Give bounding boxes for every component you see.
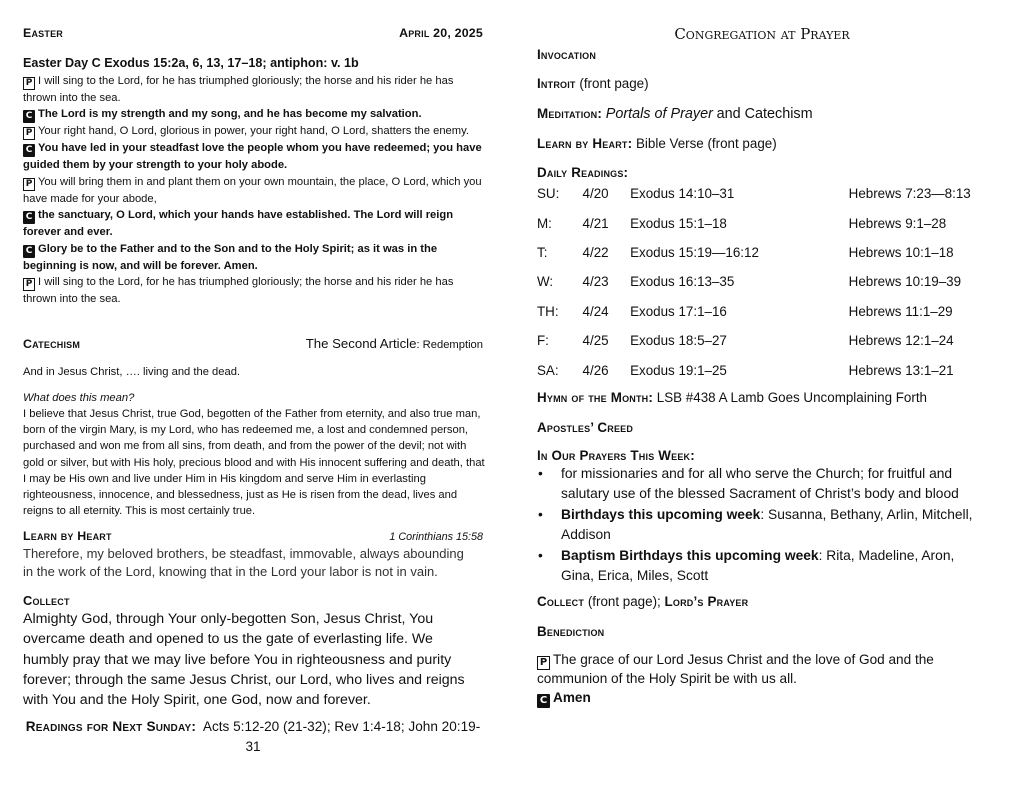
bullet-icon: • <box>538 466 543 481</box>
bullet-icon: • <box>538 547 543 563</box>
pastor-icon: P <box>23 178 35 191</box>
reading-ot: Exodus 15:19—16:12 <box>630 244 759 260</box>
collect-text: Almighty God, through Your only-begotten Son, Jesus Christ, You overcame death and opened to us the gate of everlasting life. We humbly pray that we may live before You in righteousness and purity forever; through the same Jesus Christ, our Lord, who lives and reigns with You and the Holy Spirit, one God, now and forever. <box>23 611 465 709</box>
catechism-header <box>23 336 483 351</box>
psalm-line <box>23 106 483 123</box>
psalm-line <box>23 207 483 240</box>
list-item <box>537 505 982 546</box>
psalm-line-text: I will sing to the Lord, for he has triumphed gloriously; the horse and his rider he has thrown into the sea. <box>23 75 454 104</box>
meditation <box>537 105 813 123</box>
pastor-icon: P <box>23 77 35 90</box>
psalm-line-text: the sanctuary, O Lord, which your hands have established. The Lord will reign forever and ever. <box>23 209 454 239</box>
list-item <box>537 546 982 587</box>
reading-ot: Exodus 15:1–18 <box>630 215 727 231</box>
page-header <box>23 26 483 40</box>
psalm-line <box>23 123 483 140</box>
right-title: Congregation at Prayer <box>674 25 850 43</box>
catechism-answer: I believe that Jesus Christ, true God, begotten of the Father from eternity, and also true man, born of the virgin Mary, is my Lord, who has redeemed me, a lost and condemned person, purchased and won me from all sins, from death, and from the power of the devil; not with gold or silver, but with His holy, precious blood and with His innocent suffering and death, that I may be His own and live under Him in His kingdom and serve Him in everlasting righteousness, innocence, and blessedness, just as He is risen from the dead, lives and reigns to all eternity. This is most certainly true. <box>23 408 485 518</box>
meditation-title: Portals of Prayer <box>605 106 713 122</box>
table-row <box>537 208 987 237</box>
psalm-line <box>23 241 483 274</box>
daily-label: Daily Readings: <box>537 165 629 180</box>
birthdays-names: : Susanna, Bethany, Arlin, Mitchell, Addison <box>561 506 973 543</box>
reading-nt: Hebrews 13:1–21 <box>848 362 954 378</box>
learn-heading: Learn by Heart <box>23 529 112 543</box>
reading-nt: Hebrews 12:1–24 <box>848 333 954 349</box>
pastor-icon: P <box>537 656 550 670</box>
benediction-label: Benediction <box>537 624 605 639</box>
benediction-p <box>537 651 977 689</box>
next-sunday-readings: Acts 5:12-20 (21-32); Rev 1:4-18; John 20:19-31 <box>202 719 481 754</box>
collect-heading: Collect <box>23 593 70 608</box>
article-title: The Second Article <box>305 336 417 351</box>
prayers-list <box>537 464 982 586</box>
pastor-icon: P <box>23 127 35 140</box>
learn-text: Therefore, my beloved brothers, be steadfast, immovable, always abounding in the work of the Lord, knowing that in the Lord your labor is not in vain. <box>23 546 464 580</box>
next-sunday-label: Readings for Next Sunday <box>25 719 192 734</box>
learn-label: Learn by Heart: <box>537 136 633 151</box>
congregation-icon: C <box>23 110 35 123</box>
daily-readings-table <box>537 179 987 385</box>
reading-date: 4/26 <box>582 362 609 378</box>
psalm-line-text: You will bring them in and plant them on your own mountain, the place, O Lord, which you have made for your abode, <box>23 175 482 205</box>
reading-nt: Hebrews 11:1–29 <box>848 303 953 319</box>
prayers-label: In Our Prayers This Week: <box>537 448 695 463</box>
psalm-line-text: Your right hand, O Lord, glorious in power, your right hand, O Lord, shatters the enemy. <box>38 125 469 138</box>
congregation-icon: C <box>537 694 550 708</box>
reading-day: F: <box>537 333 549 349</box>
collect-label-right: Collect <box>537 594 585 609</box>
congregation-icon: C <box>23 211 35 224</box>
amen-text: Amen <box>553 690 591 705</box>
benediction-heading <box>537 623 604 641</box>
learn-reference: 1 Corinthians 15:58 <box>389 531 483 543</box>
reading-date: 4/23 <box>582 274 609 290</box>
invocation-label: Invocation <box>537 47 597 62</box>
psalm-line-text: I will sing to the Lord, for he has triumphed gloriously; the horse and his rider he has thrown into the sea. <box>23 276 454 306</box>
bullet-icon: • <box>538 506 543 522</box>
table-row <box>537 179 987 208</box>
psalm-line <box>23 274 483 307</box>
prayers-intro: for missionaries and for all who serve the Church; for fruitful and salutary use of the blessed Sacrament of Christ’s body and blood <box>561 466 959 502</box>
table-row <box>537 238 987 267</box>
reading-day: M: <box>537 215 552 231</box>
reading-day: SA: <box>537 362 559 378</box>
learn-by-heart <box>537 135 777 153</box>
reading-ot: Exodus 14:10–31 <box>630 186 735 202</box>
introit-label: Introit <box>537 76 576 91</box>
collect-right <box>537 593 748 611</box>
baptism-names: : Rita, Madeline, Aron, Gina, Erica, Miles, Scott <box>561 547 955 584</box>
hymn-label: Hymn of the Month: <box>537 390 654 405</box>
creed-label: Apostles’ Creed <box>537 420 634 435</box>
table-row <box>537 326 987 355</box>
learn-text-right: Bible Verse (front page) <box>636 136 777 151</box>
table-row <box>537 267 987 296</box>
introit <box>537 75 649 93</box>
list-item <box>537 464 982 505</box>
psalm-section <box>23 55 483 307</box>
reading-ot: Exodus 19:1–25 <box>630 362 727 378</box>
psalm-lines <box>23 73 483 307</box>
birthdays-label: Birthdays this upcoming week <box>561 506 761 522</box>
hymn-text: LSB #438 A Lamb Goes Uncomplaining Forth <box>656 390 927 405</box>
hymn-of-month <box>537 389 987 407</box>
benediction-text: The grace of our Lord Jesus Christ and the love of God and the communion of the Holy Spirit be with us all. <box>537 652 934 686</box>
reading-day: T: <box>537 244 548 260</box>
psalm-title: Easter Day C Exodus 15:2a, 6, 13, 17–18; antiphon: v. 1b <box>23 56 359 70</box>
pastor-icon: P <box>23 278 35 291</box>
table-row <box>537 297 987 326</box>
reading-nt: Hebrews 10:19–39 <box>848 274 962 290</box>
meditation-rest: and Catechism <box>716 106 813 122</box>
reading-date: 4/22 <box>582 244 609 260</box>
service-date: April 20, 2025 <box>399 26 483 40</box>
psalm-line <box>23 174 483 207</box>
reading-date: 4/25 <box>582 333 609 349</box>
reading-nt: Hebrews 10:1–18 <box>848 244 954 260</box>
reading-nt: Hebrews 9:1–28 <box>848 215 947 231</box>
reading-day: TH: <box>537 303 559 319</box>
catechism-question: What does this mean? <box>23 392 135 404</box>
reading-date: 4/24 <box>582 303 609 319</box>
reading-ot: Exodus 17:1–16 <box>630 303 727 319</box>
lords-prayer-label: Lord’s Prayer <box>664 594 749 609</box>
psalm-line-text: You have led in your steadfast love the people whom you have redeemed; you have guided them by your strength to your holy abode. <box>23 142 482 172</box>
benediction-c <box>537 689 591 708</box>
reading-date: 4/21 <box>582 215 609 231</box>
season-label: Easter <box>23 26 63 40</box>
psalm-line-text: The Lord is my strength and my song, and he has become my salvation. <box>38 108 422 121</box>
congregation-icon: C <box>23 245 35 258</box>
psalm-line <box>23 73 483 106</box>
learn-header <box>23 529 483 543</box>
meditation-label: Meditation: <box>537 106 602 121</box>
reading-ot: Exodus 18:5–27 <box>630 333 727 349</box>
catechism-article <box>306 336 483 351</box>
psalm-line-text: Glory be to the Father and to the Son and to the Holy Spirit; as it was in the beginning is now, and will be forever. Amen. <box>23 242 438 272</box>
reading-day: SU: <box>537 186 560 202</box>
congregation-icon: C <box>23 144 35 157</box>
reading-date: 4/20 <box>582 186 609 202</box>
catechism-heading: Catechism <box>23 337 81 351</box>
article-subtitle: : Redemption <box>416 339 483 351</box>
prayers-heading <box>537 447 695 465</box>
baptism-label: Baptism Birthdays this upcoming week <box>561 547 819 563</box>
invocation <box>537 46 596 64</box>
reading-day: W: <box>537 274 554 290</box>
apostles-creed <box>537 419 633 437</box>
catechism-intro: And in Jesus Christ, …. living and the dead. <box>23 366 241 378</box>
reading-ot: Exodus 16:13–35 <box>630 274 735 290</box>
collect-note: (front page); <box>587 594 661 609</box>
next-sunday: Readings for Next Sunday: Acts 5:12-20 (21-32); Rev 1:4-18; John 20:19-31 <box>25 719 481 754</box>
table-row <box>537 355 987 384</box>
introit-note: (front page) <box>579 76 649 91</box>
psalm-line <box>23 140 483 173</box>
reading-nt: Hebrews 7:23—8:13 <box>848 186 971 202</box>
